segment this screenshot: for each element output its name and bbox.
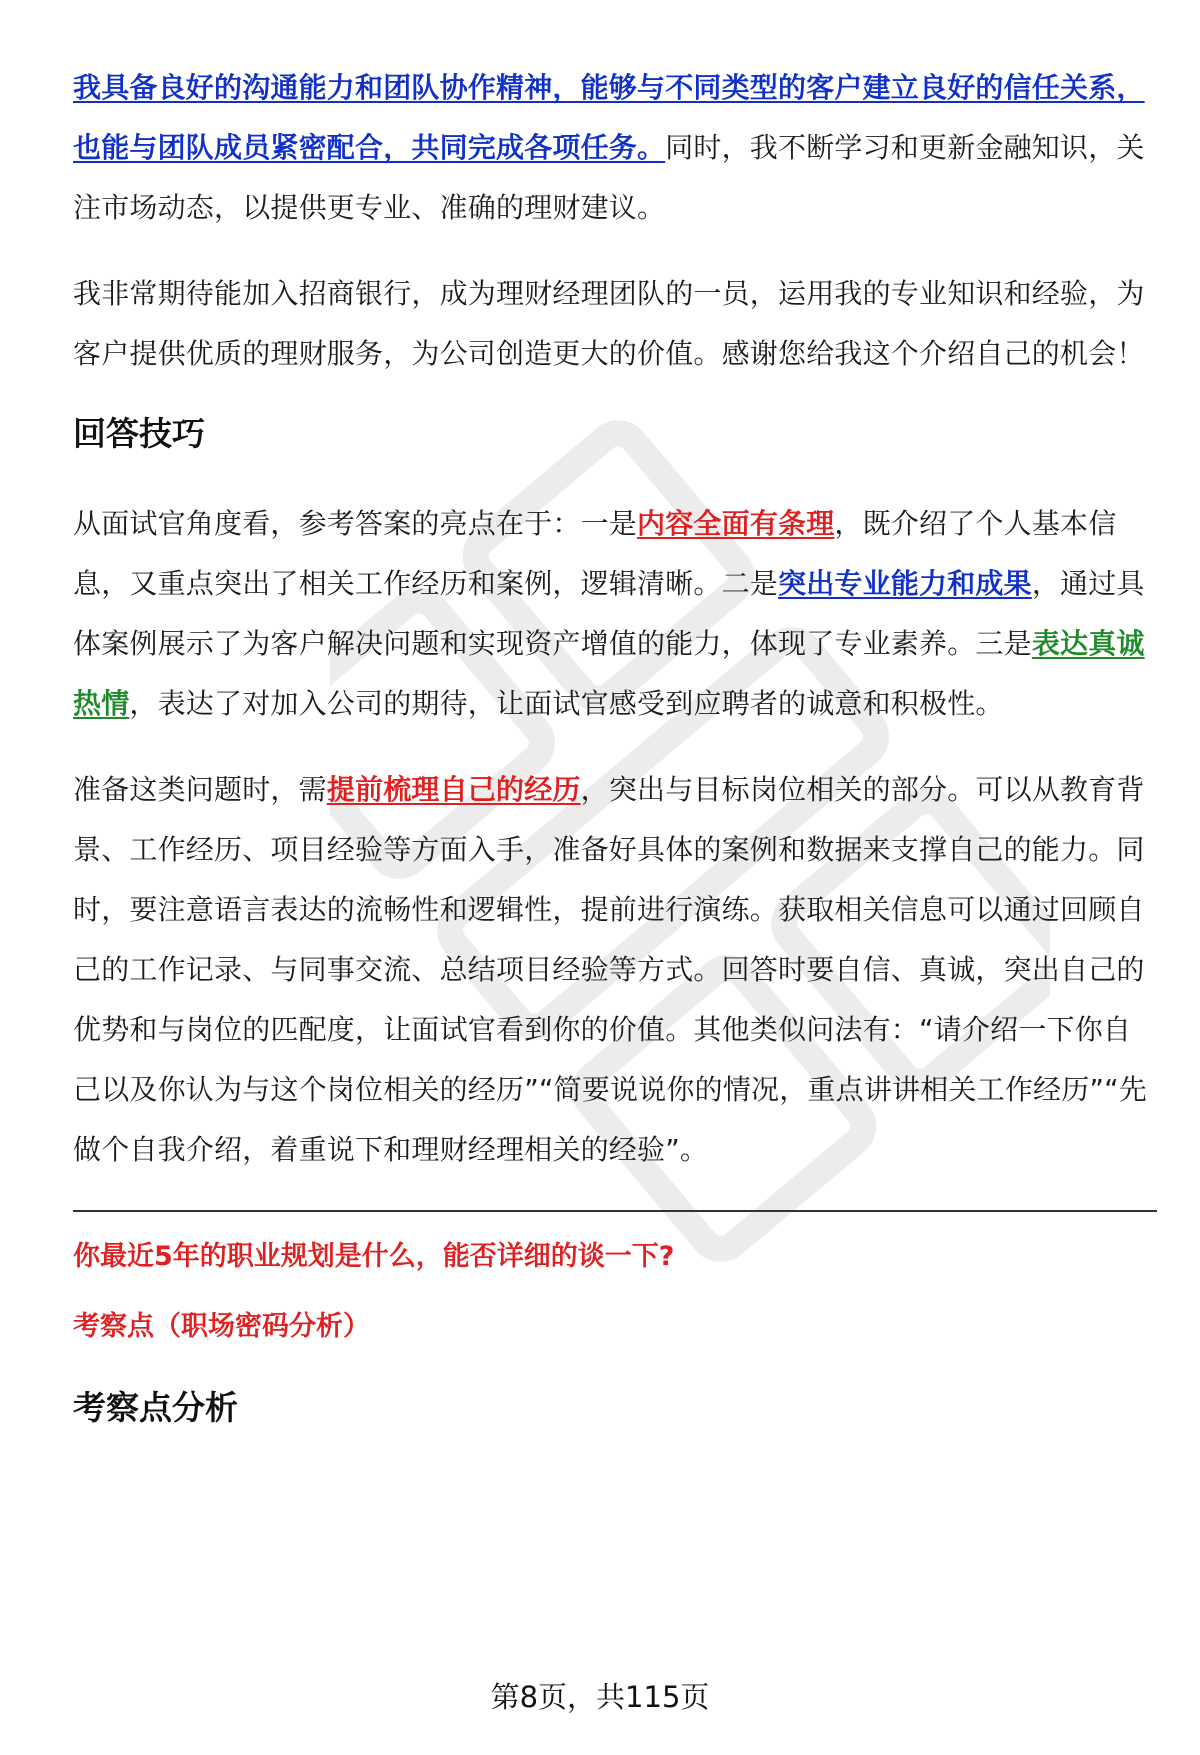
text-segment: ，突出与目标岗位相关的部分。可以从教育背景、工作经历、项目经验等方面入手，准备好具体的案例和数据来支撑自己的能力。同时，要注意语言表达的流畅性和逻辑性，提前进行演练。获取相关信息可以通过回顾自己的工作记录、与同事交流、总结项目经验等方式。回答时要自信、真诚，突出自己的优势和与岗位的匹配度，让面试官看到你的价值。其他类似问法有：“请介绍一下你自己以及你认为与这个岗位相关的经历”“简要说说你的情况，重点讲讲相关工作经历”“先做个自我介绍，着重说下和理财经理相关的经验”。 xyxy=(73,773,1148,1166)
document-body xyxy=(73,58,1157,1432)
question-subtitle: 考察点（职场密码分析） xyxy=(73,1311,370,1342)
text-segment: 准备这类问题时，需 xyxy=(73,773,327,806)
paragraph-closing: 我非常期待能加入招商银行，成为理财经理团队的一员，运用我的专业知识和经验，为客户提供优质的理财服务，为公司创造更大的价值。感谢您给我这个介绍自己的机会！ xyxy=(73,277,1145,370)
paragraph-communication xyxy=(73,58,1157,238)
highlight-professional: 突出专业能力和成果 xyxy=(778,567,1032,600)
text-segment: ，通过具体案例展示了为客户解决问题和实现资产增值的能力，体现了专业素养。三是 xyxy=(73,567,1145,660)
page-footer: 第8页，共115页 xyxy=(490,1680,710,1714)
question-title: 你最近5年的职业规划是什么，能否详细的谈一下? xyxy=(73,1241,675,1272)
highlight-comprehensive: 内容全面有条理 xyxy=(637,507,835,540)
highlight-review-experience: 提前梳理自己的经历 xyxy=(326,773,581,806)
text-segment: ，表达了对加入公司的期待，让面试官感受到应聘者的诚意和积极性。 xyxy=(129,687,1004,720)
paragraph-highlights xyxy=(73,494,1157,734)
paragraph-communication-rest: 同时，我不断学习和更新金融知识，关注市场动态，以提供更专业、准确的理财建议。 xyxy=(73,131,1145,224)
section-title-answer-tips: 回答技巧 xyxy=(73,414,205,453)
text-segment: ，既介绍了个人基本信息，又重点突出了相关工作经历和案例，逻辑清晰。二是 xyxy=(73,507,1117,600)
text-segment: 从面试官角度看，参考答案的亮点在于：一是 xyxy=(73,507,638,540)
analysis-title: 考察点分析 xyxy=(73,1388,238,1427)
highlight-communication: 我具备良好的沟通能力和团队协作精神，能够与不同类型的客户建立良好的信任关系，也能与团队成员紧密配合，共同完成各项任务。 xyxy=(73,71,1145,164)
highlight-sincere: 表达真诚热情 xyxy=(73,627,1145,720)
section-divider xyxy=(73,1210,1157,1212)
paragraph-preparation xyxy=(73,760,1157,1180)
